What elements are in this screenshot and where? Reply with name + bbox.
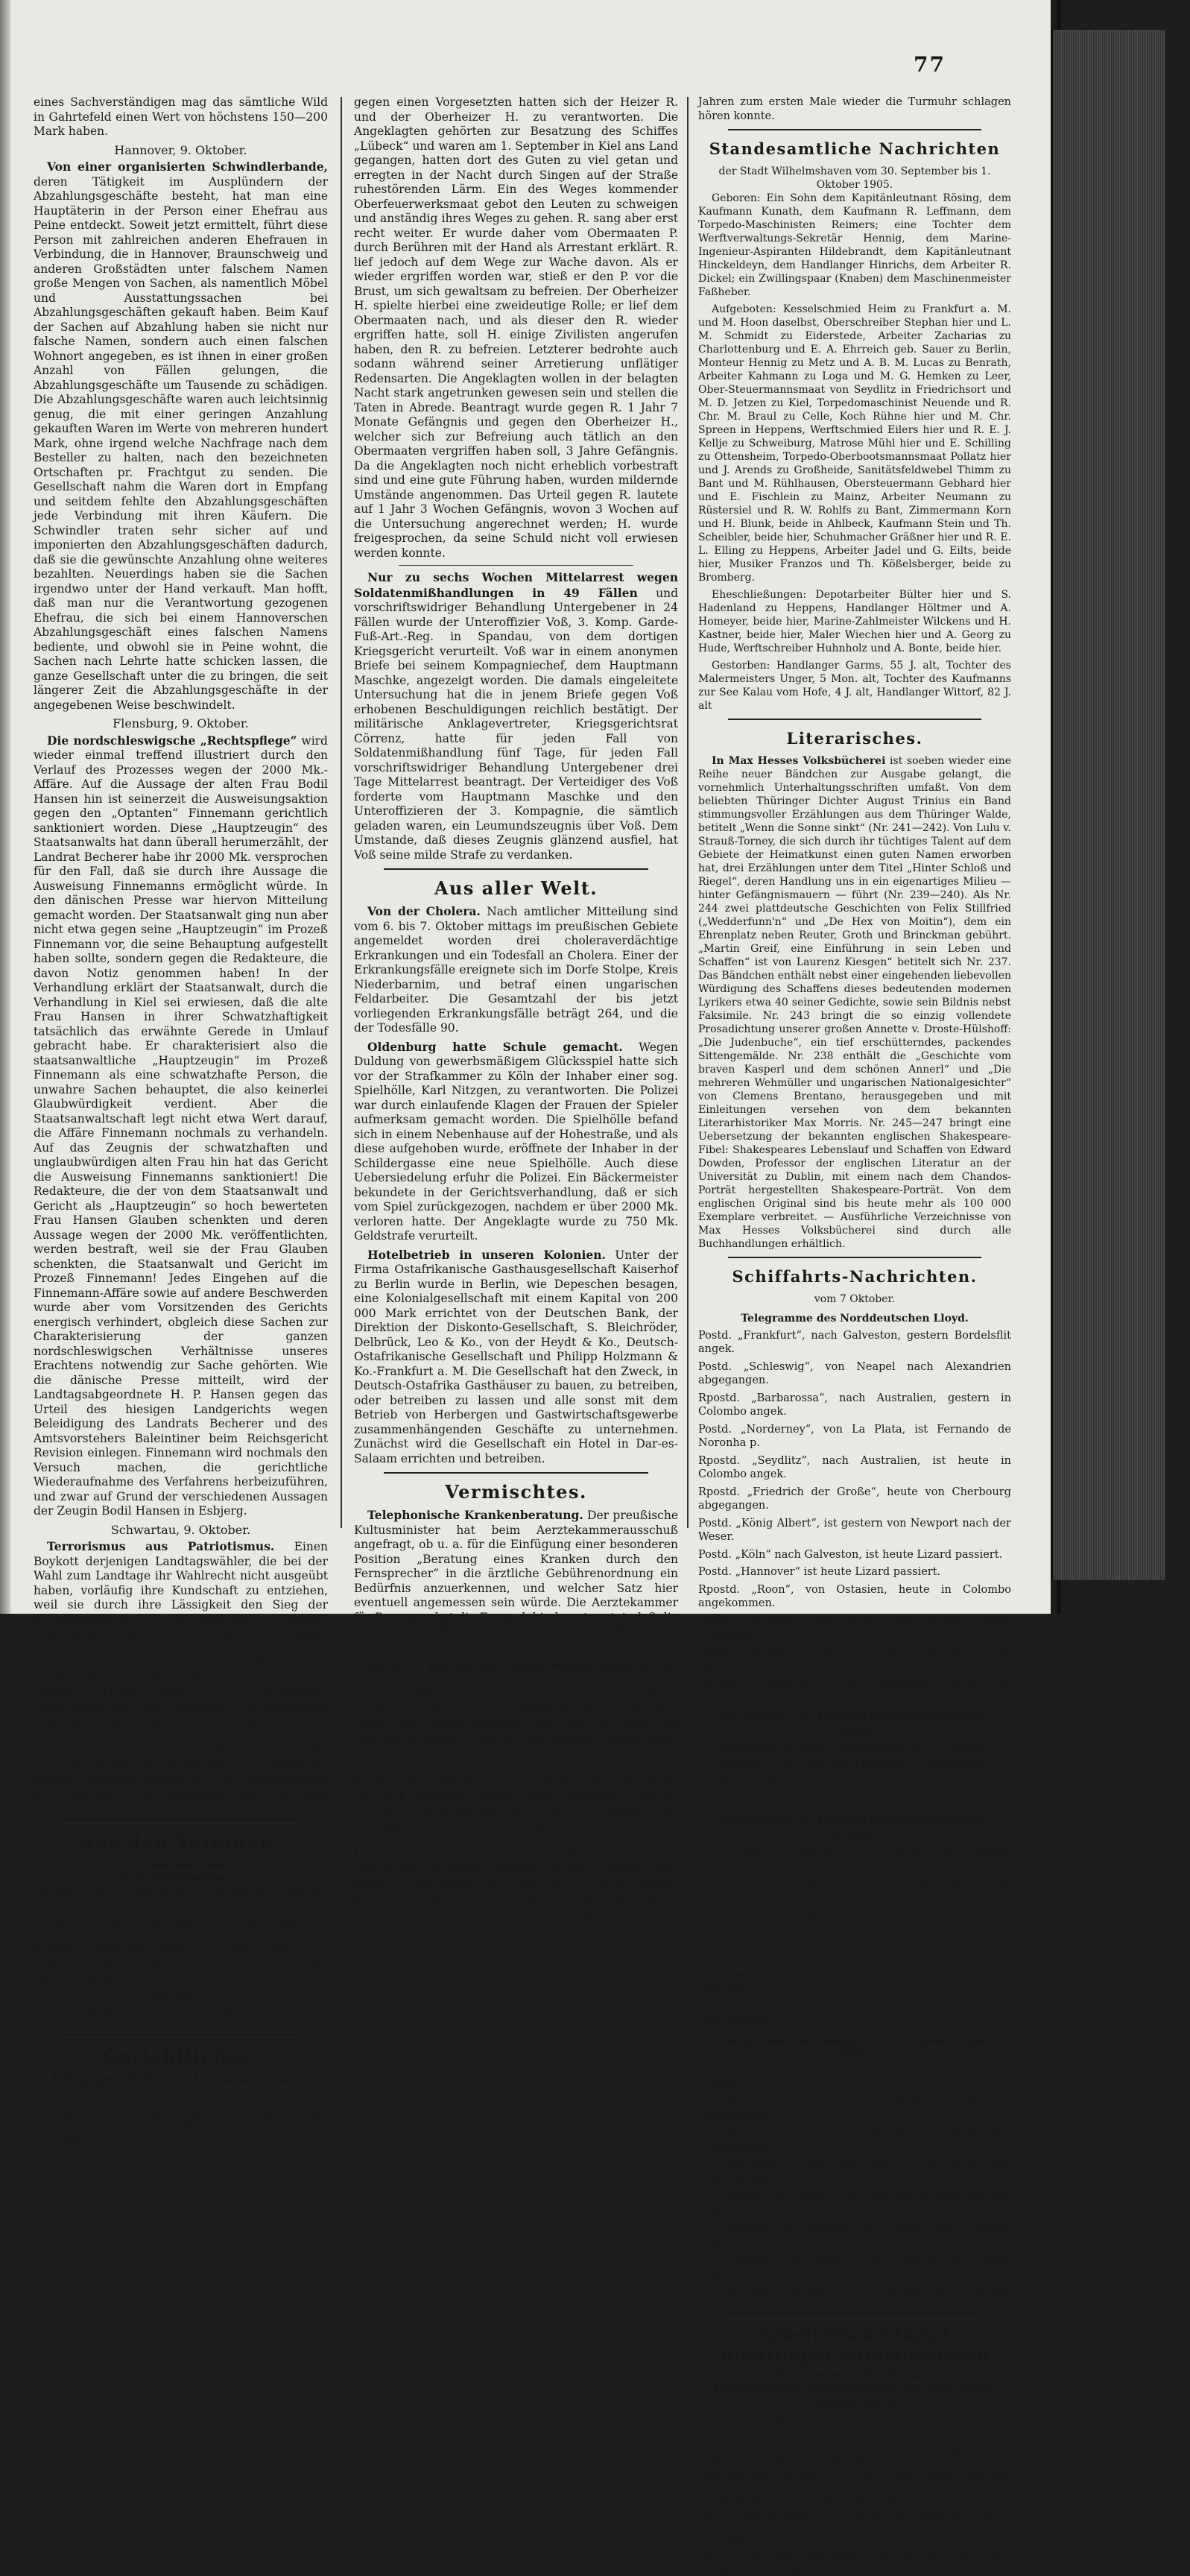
ship-entry: D. „Hogland“ ist gestern von Catania in Almeria angekommen.: [698, 2253, 1011, 2279]
section-heading-literarisches: Literarisches.: [786, 729, 923, 748]
ship-entry: D. „Schwan“ ist gestern von Livorno nach Neapel abgegangen.: [698, 2221, 1011, 2247]
ship-entry: D. „Hector“ ist gestern von Sevilla nach Huelva abgegangen.: [698, 1907, 1011, 1933]
dateline-flensburg: Flensburg, 9. Oktober.: [113, 716, 249, 730]
article-body: Der preußische Kultusminister hat beim Aerztekammerausschuß angefragt, ob u. a. für die Einfügung einer besonderen Position „Beratung eines Kranken durch den Fernsprecher“ in die ärztliche Gebührenordnung ein Bedürfnis anzuerkennen, und welcher Satz hier eventuell angemessen sein würde. Die Aerztekammer für Pommern hat die Frage dahin beantwortet, daß die telephonische Beratung ebenso wie die im Hause des Arztes zu bewerten sei.: [354, 1509, 678, 1653]
ship-entry: D. „Fortuna“ ist gestern von Hamburg nach Köln abgegangen.: [698, 2001, 1011, 2027]
ship-entry: D. „Albatros“ ist gestern von Hull nach Bremen abgegangen.: [698, 2096, 1011, 2122]
article-hotel: [354, 1248, 678, 1467]
article-continuation: Jahren zum ersten Male wieder die Turmuhr schlagen hören konnte.: [698, 96, 1011, 122]
ship-entry: Postd. „Norderney“, von La Plata, ist Fernando de Noronha p.: [698, 1423, 1011, 1449]
ship-entry: D. „Ryland“ ist gestern von Petersburg nach Bremen abgeg.: [698, 2190, 1011, 2216]
article-body: Wegen Duldung von gewerbsmäßigem Glücksspiel hatte sich vor der Strafkammer zu Köln der Inhaber einer sog. Spielhölle, Karl Nitzgen, zu verantworten. Die Polizei war durch einlaufende Klagen der Frauen der Spieler aufmerksam gemacht worden. Die Spielhölle befand sich in einem Nebenhause auf der Hohestraße, und als diese aufgehoben wurde, eröffnete der Inhaber in der Schildergasse eine neue Spielhölle. Auch diese Uebersiedelung erfuhr die Polizei. Ein Bäckermeister bekundete in der Gerichtsverhandlung, daß er sich vom Spiel zurückgezogen, nachdem er über 2000 Mk. verloren hatte. Der Angeklagte wurde zu 750 Mk. Geldstrafe verurteilt.: [354, 1040, 678, 1243]
column-divider: [341, 97, 342, 1528]
dateline-schwartau: Schwartau, 9. Oktober.: [110, 1522, 251, 1537]
telegram-heading-neptun: Telegramme der Dampfschiffahrtsgesellschaft Neptun.: [719, 1813, 990, 1840]
arbeitersekretariat-address: Bant, Peterstraße 30, part.: [773, 2369, 937, 2382]
telegram-heading-lloyd: Telegramme des Norddeutschen Lloyd.: [741, 1313, 969, 1325]
article-flensburg: [34, 733, 328, 1519]
section-divider: [728, 2317, 981, 2319]
ship-entry: D. „Wolfsburg“ ist heute rückkehrend Dover passiert.: [698, 1741, 992, 1754]
ship-entry: Postd. „Borkum“ ist heute von Buenos Aires abgegangen.: [698, 1614, 1011, 1641]
ship-entry: Postd. „Marburg“, nach Brasilien, ist heute von Antwerpen ab.: [698, 1646, 1011, 1672]
article-literarisches: [698, 754, 1011, 1251]
ship-entry: Rpostd. „Friedrich der Große“, heute von Cherbourg abgegangen.: [698, 1486, 1011, 1512]
section-heading-gericht: Gerichtliches.: [102, 2045, 259, 2067]
telegram-list-lloyd: [698, 1329, 1011, 1705]
standesamt-aufgeboten: Aufgeboten: Kesselschmied Heim zu Frankfurt a. M. und M. Hoon daselbst, Oberschreiber Stephan hier und L. M. Schmidt zu Eiderstede, Arbeiter Zacharias zu Charlottenburg und E. A. Ehrreich geb. Sauer zu Berlin, Monteur Hennig zu Metz und A. B. M. Lucas zu Benrath, Arbeiter Kahmann zu Loga und M. G. Hemken zu Leer, Ober-Steuermannsmaat von Seydlitz in Friedrichsort und M. D. Jetzen zu Kiel, Torpedomaschinist Neuende und R. Chr. M. Braul zu Celle, Koch Rühne hier und M. Chr. Spreen in Heppens, Werftschmied Eilers hier und R. E. J. Kellje zu Schweiburg, Matrose Mühl hier und E. Schilling zu Ottensheim, Torpedo-Oberbootsmannsmaat Pollatz hier und J. Arends zu Großheide, Sanitätsfeldwebel Thimm zu Bant und M. Rühlhausen, Obersteuermann Gebhard hier und E. Fischlein zu Mainz, Arbeiter Neumann zu Rüstersiel und R. W. Rohlfs zu Bant, Zimmermann Korn und H. Blunk, beide in Ahlbeck, Kaufmann Stein und Th. Scheibler, beide hier, Schuhmacher Gräßner hier und R. E. L. Elling zu Heppens, Arbeiter Jadel und G. Eilts, beide hier, Musiker Franzos und Th. Kößelsberger, beide zu Bromberg.: [698, 303, 1011, 584]
article-title: In Max Hesses Volksbücherei: [712, 755, 886, 767]
sprechstunden-heading: Sprechstunden:: [811, 2397, 899, 2410]
oldenburg-heading: Oldenburg.: [151, 1990, 211, 2003]
section-heading-schiffahrt: Schiffahrts-Nachrichten.: [732, 1267, 978, 1286]
page-number: 77: [914, 52, 946, 77]
verein-item: Verband der Maler. Dienstag den 10. Okt., abends 8½ Uhr: Versammlung in der Germaniahalle. — Betreffs Beitritt zur Zentralkrankenkasse der Maler statt.: [34, 1916, 328, 1955]
verein-item: Agitationskommission. Mittwoch den 11. Okt., abends 8½ Uhr: Sitzung bei Grenzer, Kurwickstr.: [34, 2004, 328, 2030]
article-body: und vorschriftswidriger Behandlung Untergebener in 24 Fällen wurde der Unteroffizier Voß, 3. Komp. Garde-Fuß-Art.-Reg. in Spandau, von dem dortigen Kriegsgericht verurteilt. Voß war in einem anonymen Briefe bei seinem Kompagniechef, dem Hauptmann Maschke, angezeigt worden. Die damals eingeleitete Untersuchung hat die in jenem Briefe gegen Voß erhobenen Beschuldigungen reichlich bestätigt. Der militärische Anklagevertreter, Kriegsgerichtsrat Cörrenz, hatte für jeden Fall von Soldatenmißhandlung fünf Tage, für jeden Fall vorschriftswidriger Behandlung Untergebener drei Tage Mittelarrest beantragt. Der Verteidiger des Voß forderte vom Hauptmann Maschke und den Unteroffizieren der 3. Kompagnie, die sämtlich geladen waren, ein Leumundszeugnis über Voß. Dem Umstande, daß dieses Zeugnis glänzend ausfiel, hat Voß seine milde Strafe zu verdanken.: [354, 586, 678, 862]
schiffahrt-date: vom 7 Oktober.: [814, 1293, 896, 1305]
section-heading-vermischtes: Vermischtes.: [445, 1481, 587, 1503]
ship-entry: Rpostd. „Barbarossa“, nach Australien, gestern in Colombo angek.: [698, 1392, 1011, 1418]
column-divider: [687, 97, 689, 1528]
section-divider: [728, 719, 981, 720]
sprechstunden-text: Nur Wochentags von 11—1 Uhr und 5½—7½ Uhr, außer Donnerstag nachmittag.: [700, 2411, 1010, 2437]
article-mittelarrest: [354, 570, 678, 862]
section-heading-welt: Aus aller Welt.: [434, 877, 598, 899]
ship-entry: D. „Schönfels“ ist heute in Colombo angekommen.: [698, 1794, 975, 1806]
column-1: [34, 95, 328, 2149]
telegram-list-neptun: [698, 1844, 1011, 2028]
kriegsgericht-text: Wegen verharrenden Ungehorsams, Achtungsverletzung, Bedrohung und tätlichen Angriffs: [34, 2106, 328, 2149]
intro-text: eines Sachverständigen mag das sämtliche Wild in Gahrtefeld einen Wert von höchstens 150—200 Mark haben.: [34, 95, 328, 138]
section-divider: [384, 1472, 648, 1474]
article-title: Hotelbetrieb in unseren Kolonien.: [367, 1247, 606, 1262]
article-telephon: [354, 1508, 678, 1654]
book-page-edges: [1051, 30, 1165, 1580]
ship-entry: D. „Reichenfels“ ist heute ausgehend Quessant passiert.: [698, 1776, 1008, 1789]
standesamt-subtitle: der Stadt Wilhelmshaven vom 30. September bis 1. Oktober 1905.: [718, 165, 991, 191]
ship-entry: Rpostd. „Seydlitz“, nach Australien, ist heute in Colombo angek.: [698, 1454, 1011, 1480]
article-body: wird wieder einmal treffend illustriert durch den Verlauf des Prozesses wegen der 2000 Mk.-Affäre. Auf die Aussage der alten Frau Bodil Hansen hin ist seinerzeit die Ausweisungsaktion gegen den „Optanten“ Finnemann gerichtlich sanktioniert worden. Diese „Hauptzeugin“ des Staatsanwalts hat dann überall herumerzählt, der Landrat Becherer habe ihr 2000 Mk. versprochen für den Fall, daß sie durch ihre Aussage die Ausweisung Finnemanns ermöglicht würde. In den dänischen Presse war hiervon Mitteilung gemacht worden. Der Staatsanwalt ging nun aber nicht etwa gegen seine „Hauptzeugin“ im Prozeß Finnemann vor, die seine Behauptung aufgestellt haben sollte, sondern gegen die Redakteure, die davon Notiz genommen haben! In der Verhandlung erklärt der Staatsanwalt, durch die Verhandlung in Kiel sei erwiesen, daß die alte Frau Hansen in ihrer Schwatzhaftigkeit tatsächlich das erwähnte Gerede in Umlauf gebracht habe. Er charakterisiert also die staatsanwaltliche „Hauptzeugin“ im Prozeß Finnemann als eine schwatzhafte Person, die unwahre Sachen behauptet, die also keinerlei Glaubwürdigkeit verdient. Aber die Staatsanwaltschaft legt nicht etwa Wert darauf, die Affäre Finnemann nochmals zu verhandeln. Auf das Zeugnis der schwatzhaften und unglaubwürdigen alten Frau hin hat das Gericht die Ausweisung Finnemanns sanktioniert! Die Redakteure, die der von dem Staatsanwalt und Gericht als „Hauptzeugin“ so hoch bewerteten Frau Hansen Glauben schenkten und deren Aussage wegen der 2000 Mk. veröffentlichten, werden bestraft, weil sie der Frau Glauben schenkten, die Staatsanwalt und Gericht im Prozeß Finnemann! Jedes Eingehen auf die Finnemann-Affäre sowie auf andere Beschwerden wurde aber vom Vorsitzenden des Gerichts energisch verhindert, obgleich diese Sachen zur Charakterisierung der ganzen nordschleswigschen Verhältnisse unseres Erachtens notwendig zur Sache gehörten. Wie die dänische Presse mitteilt, wird der Landtagsabgeordnete H. P. Hansen gegen das Urteil des hiesigen Landgerichts wegen Beleidigung des Landrats Becherer und des Amtsvorstehers Baleintiner beim Reichsgericht Revision einlegen. Finnemann wird nochmals den Versuch machen, die gerichtliche Wiederaufnahme des Verfahrens herbeizuführen, und zwar auf Grund der verschiedenen Aussagen der Zeugin Bodil Hansen in Esbjerg.: [34, 733, 328, 1518]
telegram-heading-argo: Telegramme der Dampfschiffahrtsgesellschaft „Argo“.: [719, 2034, 990, 2060]
ship-entry: D. „Köln“ ist gestern von Petersburg in Rotterdam angekommen.: [698, 2127, 1011, 2153]
ship-entry: Rpostd. „Roon“, von Ostasien, heute in Colombo angekommen.: [698, 1583, 1011, 1609]
arbeitersekretariat-text: Das Arbeitersekretariat erteilt den in den organisierten Arbeitern gebotenen, unabhängige Einrichtung, die der Allgemeinheit dienen soll. Es erteilt allen Personen kostenlos Auskunft und Beistand in gewerblichen Streitigkeiten, sowie in Fällen der Kranken-, Unfall-, Alters- und Invalidenversicherung, des Arbeiterschutzes (Gewerbeinspektion), Vereins- (Versammlungs-), Staatsbürger- und Armenrechtes, in Steuerfragen usw. — Bei schriftlichen Anfragen von auswärts ist stets Rückporto beizulegen.): [698, 2443, 1011, 2575]
article-title: Terrorismus aus Patriotismus.: [47, 1539, 275, 1553]
article-schwartau: [34, 1539, 328, 1816]
vereinskalender-label: Vereinskalender.: [132, 1858, 230, 1871]
verein-item: Handels- und Transportarbeiterverband. Dienstag den 10. Okt., abends 8½ Uhr: Sitzung bei Schierig.: [34, 1885, 328, 1911]
telegram-list-argo: [698, 2065, 1011, 2311]
ship-entry: Postd. „König Albert“, ist gestern von Newport nach der Weser.: [698, 1517, 1011, 1543]
article-oldenburg: [354, 1040, 678, 1244]
ship-entry: D. „Helios“ ist gestern von Coruna nach Vigo abgegangen.: [698, 1875, 1011, 1901]
section-heading-standesamt: Standesamtliche Nachrichten: [709, 139, 1001, 158]
article-body: hat auf wunderbare Weise der in Tondern wohnende 55jährige Böttcher Hansen. Als Junge von zehn Jahren machte er sich mit einem Griffel im Ohr zu schaffen, wobei der Griffel abbrach und ihm ein etwa ein Zentimeter langes Stück im Gehörgange stecken blieb. Versuche, das Stück wieder zu entfernen, schlugen damals fehl, und so ließ man, obwohl das Gehör auf diesem Ohr schließlich ganz verloren ging, die Sache auf sich beruhen. Dieser Tage verspürte Hansen plötzlich Beschwerden im Ohr. Er nahm eine Ohrenspritze, und beim Ausspritzen des Ohres kam ein harter Gegenstand zum Vorschein, den er bei der Untersuchung als das vor etwa 45 Jahren in den Gehörgang geratene Griffelstück herausstellte. Von diesem Augenblick an war das Gehör wieder gekommen. Wer den glücklichen Mann versicherte, kam er sich wie neugeboren vor, so glücklich ist er wieder: [354, 1658, 678, 1933]
article-continuation: gegen einen Vorgesetzten hatten sich der Heizer R. und der Oberheizer H. zu verantworten. Die Angeklagten gehörten zur Besatzung des Schiffes „Lübeck“ und waren am 1. September in Kiel ans Land gegangen, hatten dort des Guten zu viel getan und erregten in der Nacht durch Singen auf der Straße ruhestörenden Lärm. Ein des Weges kommender Oberfeuerwerksmaat gebot den Leuten zu schweigen und anständig ihres Weges zu gehen. R. sang aber erst recht weiter. Er wurde daher vom Obermaaten P. durch Berühren mit der Hand als Arrestant erklärt. R. lief jedoch auf dem Wege zur Wache davon. Als er wieder ergriffen worden war, stieß er den P. vor die Brust, um sich gewaltsam zu befreien. Der Oberheizer H. spielte hierbei eine zweideutige Rolle; er lief dem Obermaaten nach, und als dieser den R. wieder ergriffen hatte, soll H. einige Zivilisten angerufen haben, den R. zu befreien. Letzterer bedrohte auch sodann während seiner Arretierung unflätiger Redensarten. Die Angeklagten wollen in der belagten Nacht stark angetrunken gewesen sein und stellen die Taten in Abrede. Beantragt wurde gegen R. 1 Jahr 7 Monate Gefängnis und gegen den Oberheizer H., welcher sich zur Befreiung auch tätlich an den Obermaaten vergriffen haben soll, 3 Jahre Gefängnis. Da die Angeklagten noch nicht erheblich vorbestraft sind und eine gute Führung haben, wurden mildernde Umstände angenommen. Das Urteil gegen R. lautete auf 1 Jahr 3 Wochen Gefängnis, wovon 3 Wochen auf die Untersuchung angerechnet werden; H. wurde freigesprochen, da seine Schuld nicht voll erwiesen werden konnte.: [354, 95, 678, 560]
ship-entry: D. „Australia“, von Palermo nach Antwerpen, Quessant passiert.: [698, 2065, 1011, 2091]
section-divider: [728, 129, 981, 130]
article-cholera: [354, 904, 678, 1036]
column-3: [698, 95, 1011, 2575]
section-divider: [63, 1822, 298, 1824]
article-body: Einen Boykott derjenigen Landtagswähler, die bei der Wahl zum Landtage ihr Wahlrecht nicht ausgeübt haben, vorläufig ihre Kundschaft zu entziehen, weil sie durch ihre Lässigkeit den Sieg der Sozialdemokraten herbeigeführt hätten, beschlossen die Schwartauer „nationalen Ordnungsparteien“. Natürlich sollen dadurch hauptsächlich die kleinen Kaufleute und Handwerker betroffen werden. Es müssen „noble“ Leute sein, die „nationalen“ Ordnungsbrüder, die diejenigen Geschäftsleute bestrafen wollen, weil sie dem Kommando der Reaktionäre nicht gefolgt sind, wie geschehen die ehemaligen Ermessen zu bestimmen, und die nicht auf Befehl der Reaktionäre zur Wahlurne gingen. Vielleicht werden sich die Geschäftsleute jetzt darüber klar geworden sein, wo ihre Freunde zu finden sind.: [34, 1540, 328, 1815]
article-hannover: [34, 160, 328, 713]
section-divider: [384, 868, 648, 870]
arbeitersekretariat-tagline: Unentgeltliche Auskunftsstelle für jedermann.: [713, 2383, 996, 2396]
article-divider: [399, 565, 633, 566]
article-title: Oldenburg hatte Schule gemacht.: [367, 1039, 623, 1054]
dateline-wilhelmshaven: Wilhelmshaven, 7. Oktober.: [97, 2089, 265, 2103]
page-left-edge: [0, 0, 10, 1614]
ship-entry: D. „Mannheim“, von Petersburg nach Rotterdam angekommen.: [698, 2159, 1011, 2185]
article-title: Telephonische Krankenberatung.: [367, 1508, 583, 1522]
article-gehoer: [354, 1658, 678, 1935]
column-2: [354, 95, 679, 1933]
ship-entry: D. „Planet“ ist gestern von Lissabon in Pomaron angekommen.: [698, 1844, 1011, 1870]
dateline-hannover: Hannover, 9. Oktober.: [114, 142, 247, 157]
ship-entry: D. „Argenfels“ ist heute von Middlesbro abgegangen.: [698, 1759, 992, 1771]
telegram-list-hansa: [698, 1741, 1011, 1808]
article-body: ist soeben wieder eine Reihe neuer Bändchen zur Ausgabe gelangt, die vornehmlich Unterhaltungsschriften umfaßt. Von dem beliebten Thüringer Dichter August Trinius ein Band stimmungsvoller Erzählungen aus dem Thüringer Walde, betitelt „Wenn die Sonne sinkt“ (Nr. 241—242). Von Lulu v. Strauß-Torney, die sich durch ihr tüchtiges Talent auf dem Gebiete der Heimatkunst einen guten Namen erworben hat, drei Erzählungen unter dem Titel „Hinter Schloß und Riegel“, deren Handlung uns in ein eigenartiges Milieu — hinter Gefängnismauern — führt (Nr. 239—240). Als Nr. 244 zwei plattdeutsche Geschichten von Felix Stillfried („Wedderfunn'n“ und „De Hex von Moitin“), dem ein Ehrenplatz neben Reuter, Groth und Brinckman gebührt. „Martin Greif, eine Einführung in sein Leben und Schaffen“ ist von Laurenz Kiesgen“ betitelt sich Nr. 237. Das Bändchen enthält nebst einer eingehenden liebevollen Würdigung des Schaffens dieses bedeutenden modernen Lyrikers etwa 40 seiner Gedichte, sowie sein Bildnis nebst Faksimile. Nr. 243 bringt die so einzig vollendete Prosadichtung unserer großen Annette v. Droste-Hülshoff: „Die Judenbuche“, ein tief erschütterndes, packendes Sittengemälde. Nr. 238 enthält die „Geschichte vom braven Kasperl und dem schönen Annerl“ und „Die mehreren Wehmüller und ungarischen Nationalgesichter“ von Clemens Brentano, herausgegeben und mit Einleitungen versehen von dem bekannten Literarhistoriker Max Morris. Nr. 245—247 bringt eine Uebersetzung der bekannten englischen Shakespeare-Fibel: Shakespeares Lebenslauf und Schaffen von Edward Dowden, Professor der englischen Literatur an der Universität zu Dublin, mit einem nach dem Chandos-Porträt hergestellten Shakespeare-Porträt. Von dem englischen Original sind bis heute mehr als 100 000 Exemplare verbreitet. — Ausführliche Verzeichnisse von Max Hesses Volksbücherei sind durch alle Buchhandlungen erhältlich.: [698, 755, 1011, 1250]
arbeitersekretariat-heading: Arbeitersekretariat Rüstringen-Wilhelmshaven: [720, 2324, 990, 2366]
bant-heading: Bant-Wilhelmshaven: [120, 1872, 241, 1884]
article-title: Von einer organisierten Schwindlerbande,: [47, 160, 328, 174]
ship-entry: D. „Nereus“ ist gestern von Köln nach Hamburg abgegangen.: [698, 1969, 1011, 1995]
article-title: Die nordschleswigsche „Rechtspflege“: [47, 733, 297, 748]
standesamt-eheschliessungen: Eheschließungen: Depotarbeiter Bülter hier und S. Hadenland zu Heppens, Handlanger Höltmer und A. Homeyer, beide hier, Marine-Zahlmeister Wilckens und H. Kastner, beide hier, Maler Wiechen hier und A. Georg zu Hude, Werftschreiber Huhnholz und A. Bonte, beide hier.: [698, 589, 1011, 654]
telegram-heading-hansa: Telegramme der Dampfschiffahrtsgesellschaft Hansa.: [719, 1711, 990, 1737]
article-title: Nur zu sechs Wochen Mittelarrest wegen Soldatenmißhandlungen in 49 Fällen: [354, 570, 678, 600]
article-body: Nach amtlicher Mitteilung sind vom 6. bis 7. Oktober mittags im preußischen Gebiete angemeldet worden drei choleraverdächtige Erkrankungen und ein Todesfall an Cholera. Einer der Erkrankungsfälle ereignete sich im Dorfe Stolpe, Kreis Niederbarnim, und betraf einen ungarischen Feldarbeiter. Die Gesamtzahl der bis jetzt vorliegenden Erkrankungsfälle beträgt 264, und die der Todesfälle 90.: [354, 905, 679, 1035]
section-divider: [728, 1257, 981, 1258]
ship-entry: D. „Hermann“ ist gestern von Antwerpen in Savona angek.: [698, 2284, 1011, 2310]
article-title: Von der Cholera.: [367, 904, 481, 918]
ship-entry: Postd. „Frankfurt“, nach Galveston, gestern Bordelsflit angek.: [698, 1329, 1011, 1355]
standesamt-geboren: Geboren: Ein Sohn dem Kapitänleutnant Rösing, dem Kaufmann Kunath, dem Kaufmann R. Leffmann, dem Torpedo-Maschinisten Reimers; eine Tochter dem Werftverwaltungs-Sekretär Hennig, dem Marine-Ingenieur-Aspiranten Hildebrandt, dem Kapitänleutnant Hinckeldeyn, dem Handlanger Hinrichs, dem Arbeiter R. Dickel; ein Zwillingspaar (Knaben) dem Maschinenmeister Faßheber.: [698, 192, 1011, 298]
ship-entry: D. „Egeria“, gestern von Antwerpen nach Hamburg abgeg.: [698, 1938, 1011, 1964]
kriegsgericht-title: Kriegsgericht der 2. Matrosen-Division.: [51, 2071, 310, 2086]
article-body: Unter der Firma Ostafrikanische Gasthausgesellschaft Kaiserhof zu Berlin wurde in Berlin, wie Depeschen besagen, eine Kolonialgesellschaft mit einem Kapital von 200 000 Mark errichtet von der Deutschen Bank, der Direktion der Diskonto-Gesellschaft, S. Bleichröder, Delbrück, Leo & Ko., von der Heydt & Ko., Deutsch-Ostafrikanische Gesellschaft und Philipp Holzmann & Ko.-Frankfurt a. M. Die Gesellschaft hat den Zweck, in Deutsch-Ostafrika Gasthäuser zu bauen, zu betreiben, oder betreiben zu lassen und alle sonst mit dem Betrieb von Herbergen und Gastwirtschaftsgewerbe zusammenhängenden Geschäfte zu unternehmen. Zunächst wird die Gesellschaft ein Hotel in Dar-es-Salaam errichten und betreiben.: [354, 1248, 678, 1465]
ship-entry: Rpostd. „Scharnhorst“, nach Australien, heute von Antwerpen ab.: [698, 1677, 1011, 1703]
article-title: Nach 45 Jahren das Gehör wieder erhalten: [367, 1658, 654, 1672]
standesamt-gestorben: Gestorben: Handlanger Garms, 55 J. alt, Tochter des Malermeisters Unger, 5 Mon. alt, Tochter des Kaufmanns zur See Kalau vom Hofe, 4 J. alt, Handlanger Wittorf, 82 J. alt: [698, 660, 1011, 712]
section-heading-vereine: Aus den Vereinen.: [80, 1831, 281, 1853]
verein-item: Verband der Maurer. Dienstag den 10. Okt., abends 8½ Uhr: Versammlung im „Tivoli“.: [34, 1960, 328, 1986]
article-body: deren Tätigkeit im Ausplündern der Abzahlungsgeschäfte besteht, hat man eine Hauptäterin in der Person einer Ehefrau aus Peine entdeckt. Soweit jetzt ermittelt, führt diese Person mit zahlreichen anderen Ehefrauen in Verbindung, die in Hannover, Braunschweig und anderen Großstädten unter falschem Namen große Mengen von Sachen, als namentlich Möbel und Ausstattungssachen bei Abzahlungsgeschäften gekauft haben. Beim Kauf der Sachen auf Abzahlung haben sie nicht nur falsche Namen, sondern auch einen falschen Wohnort angegeben, es ist ihnen in einer großen Anzahl von Fällen gelungen, die Abzahlungsgeschäfte um Tausende zu schädigen. Die Abzahlungsgeschäfte waren auch leichtsinnig genug, die mit einer geringen Anzahlung gekauften Waren im Werte von mehreren hundert Mark, ohne irgend welche Nachfrage nach dem Besteller zu halten, nach den bezeichneten Ortschaften pr. Frachtgut zu senden. Die Gesellschaft nahm die Waren dort in Empfang und seitdem fehlte den Abzahlungsgeschäften jede Verbindung mit ihren Käufern. Die Schwindler traten sehr sicher auf und imponierten den Abzahlungsgeschäften dadurch, daß sie die gewünschte Anzahlung ohne weiteres bezahlten. Neuerdings haben sie die Sachen irgendwo unter der Hand verkauft. Man hofft, daß man nur die Verantwortung gezogenen Ehefrau, die sich bei einem Hannoverschen Abzahlungsgeschäft eines falschen Namens bediente, und obwohl sie in Peine wohnt, die Sachen nach Lehrte hatte schicken lassen, die ganze Gesellschaft unter die zu bringen, die seit längerer Zeit die Abzahlungsgeschäfte in der angegebenen Weise beschwindelt.: [34, 174, 328, 712]
ship-entry: Postd. „Köln“ nach Galveston, ist heute Lizard passiert.: [698, 1548, 1003, 1561]
section-divider: [63, 2036, 298, 2038]
ship-entry: Postd. „Schleswig“, von Neapel nach Alexandrien abgegangen.: [698, 1360, 1011, 1386]
ship-entry: Postd. „Hannover“ ist heute Lizard passiert.: [698, 1566, 941, 1578]
